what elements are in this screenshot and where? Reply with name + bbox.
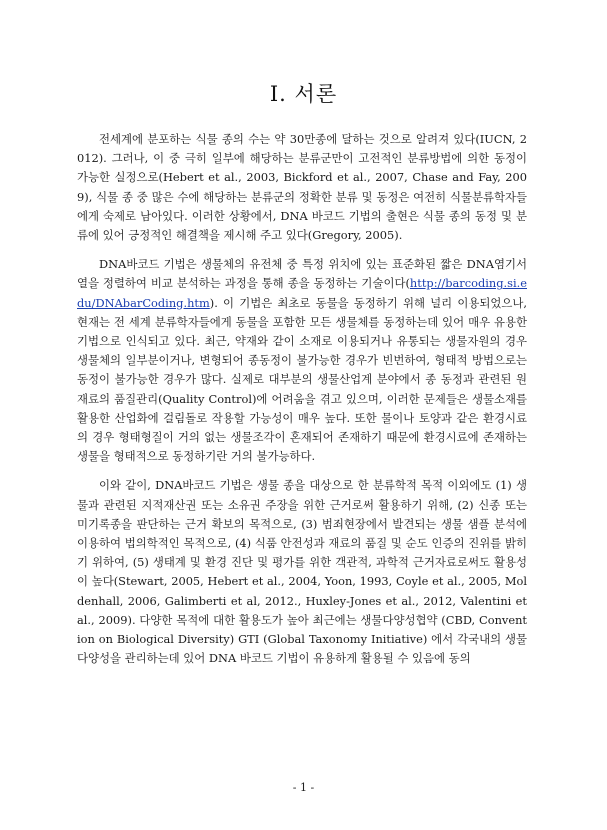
barcoding-link[interactable]: http://barcoding.si.edu/DNAbarCoding.htm bbox=[77, 276, 527, 310]
section-title: I. 서론 bbox=[269, 82, 338, 106]
paragraph-dna-barcode-text: DNA바코드 기법은 생물체의 유전체 중 특정 위치에 있는 표준화된 짧은 DNA염기서열을 정렬하여 비교 분석하는 과정을 통해 종을 동정하는 기술이다( bbox=[77, 257, 527, 291]
paragraph-intro bbox=[77, 130, 527, 245]
paragraph-intro-text: 전세계에 분포하는 식물 종의 수는 약 30만종에 달하는 것으로 알려져 있다(IUCN, 2012). 그러나, 이 중 극히 일부에 해당하는 분류군만이 고전적인 분류방법에 의한 동정이 가능한 실정으로(Hebert et al., 2003, Bickford et al., 2007, Chase and Fay, 2009), 식물 종 중 많은 수에 해당하는 분류군의 정확한 분류 및 동정은 여전히 식물분류학자들에게 숙제로 남아있다. 이러한 상황에서, DNA 바코드 기법의 출현은 식물 종의 동정 및 분류에 있어 긍정적인 해결책을 제시해 주고 있다(Gregory, 2005). bbox=[77, 132, 527, 243]
paragraph-dna-barcode bbox=[77, 255, 527, 466]
page-number: - 1 - bbox=[292, 781, 315, 794]
body-text bbox=[77, 130, 527, 678]
paragraph-applications-text: 이와 같이, DNA바코드 기법은 생물 종을 대상으로 한 분류학적 목적 이외에도 (1) 생물과 관련된 지적재산권 또는 소유권 주장을 위한 근거로써 활용하기 위해, (2) 신종 또는 미기록종을 판단하는 근거 확보의 목적으로, (3) 범죄현장에서 발견되는 생물 샘플 분석에 이용하여 법의학적인 목적으로, (4) 식품 안전성과 재료의 품질 및 순도 인증의 진위를 밝히기 위하여, (5) 생태계 및 환경 진단 및 평가를 위한 객관적, 과학적 근거자료로써도 활용성이 높다(Stewart, 2005, Hebert et al., 2004, Yoon, 1993, Coyle et al., 2005, Moldenhall, 2006, Galimberti et al, 2012., Huxley-Jones et al., 2012, Valentini et al., 2009). 다양한 목적에 대한 활용도가 높아 최근에는 생물다양성협약 (CBD, Convention on Biological Diversity) GTI (Global Taxonomy Initiative) 에서 각국내의 생물다양성을 관리하는데 있어 DNA 바코드 기법이 유용하게 활용될 수 있음에 동의 bbox=[77, 478, 527, 666]
paragraph-applications bbox=[77, 476, 527, 668]
paragraph-dna-barcode-text-cont: ). 이 기법은 최초로 동물을 동정하기 위해 널리 이용되었으나, 현재는 전 세계 분류학자들에게 동물을 포함한 모든 생물체를 동정하는데 있어 매우 유용한 기법으로 인식되고 있다. 최근, 약재와 같이 소재로 이용되거나 유통되는 생물자원의 경우 생물체의 일부분이거나, 변형되어 종동정이 불가능한 경우가 빈번하여, 형태적 방법으로는 동정이 불가능한 경우가 많다. 실제로 대부분의 생물산업계 분야에서 종 동정과 관련된 원재료의 품질관리(Quality Control)에 어려움을 겪고 있으며, 이러한 문제들은 생물소재를 활용한 산업화에 걸림돌로 작용할 가능성이 매우 높다. 또한 물이나 토양과 같은 환경시료의 경우 형태형질이 거의 없는 생물조각이 혼재되어 존재하기 때문에 환경시료에 존재하는 생물을 형태적으로 동정하기란 거의 불가능하다. bbox=[77, 295, 527, 464]
